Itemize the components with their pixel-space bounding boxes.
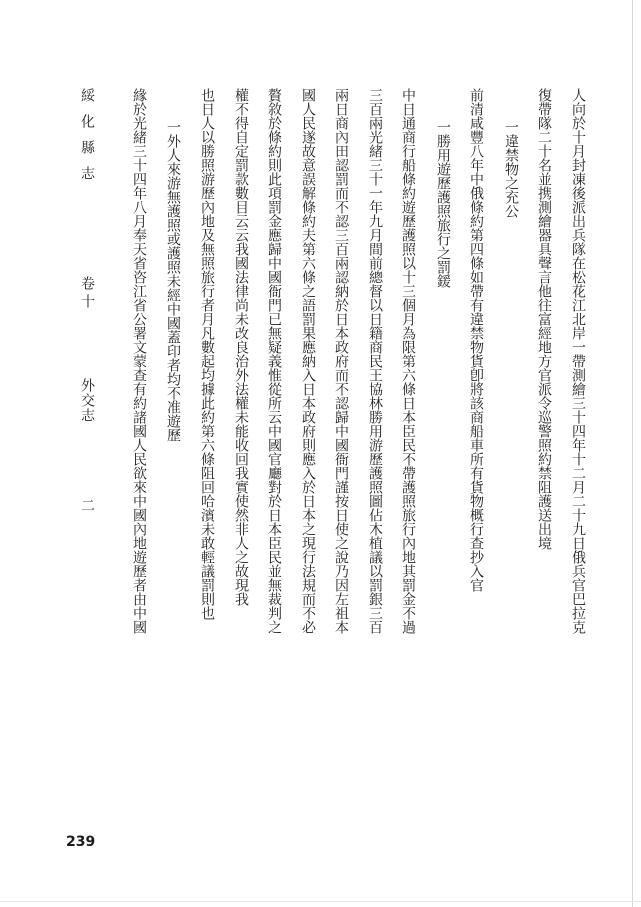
- book-title: 綏化縣志: [79, 88, 95, 192]
- text-column-2: 復帶隊二十名並携測繪器具聲言他往富經地方官派令巡警照約禁阻護送出境: [536, 88, 552, 550]
- text-column-6: 中日通商行船條約遊歷護照以十三個月為限第六條日本臣民不帶護照旅行內地其罰金不過: [400, 88, 416, 634]
- text-column-9: 國人民遂故意誤解條約夫第六條之語罰果應納入日本政府則應入於日本之現行法規而不必: [300, 88, 316, 634]
- text-column-10: 贅敘於條約則此項罰金應歸中國衙門已無疑義惟從所云中國官廳對於日本臣民並無裁判之: [266, 88, 282, 634]
- text-column-4: 前清咸豐八年中俄條約第四條如帶有違禁物貨卽將該商船車所有貨物概行查抄入官: [468, 88, 484, 592]
- leaf-number: 二: [79, 498, 95, 512]
- page-footer-column: [77, 88, 97, 512]
- text-column-7: 三百兩光緒三十一年九月間前總督以日籍商民王協林勝用游歷護照圖佔木植議以罰銀三百: [367, 88, 383, 634]
- page-bottom-edge: [0, 901, 641, 902]
- page-number: 239: [66, 834, 96, 850]
- text-column-8: 兩日商內田認罰而不認三百兩認納於日本政府而不認歸中國衙門謹按日使之說乃因左祖本: [333, 88, 349, 634]
- text-column-1: 人向於十月封凍後派出兵隊在松花江北岸一帶測繪三十四年十二月二十九日俄兵官巴拉克: [570, 88, 586, 634]
- text-column-12: 也日人以勝照游歷內地及無照旅行者月凡數起均據此約第六條阻回哈濱未敢輕議罰則也: [199, 88, 215, 620]
- text-column-3: 一違禁物之充公: [503, 120, 519, 218]
- text-column-11: 權不得自定罰款數目云云我國法律尚未改良治外法權未能收回我實使然非人之故現我: [233, 88, 249, 606]
- text-column-14: 緣於光緒三十四年八月奉天省咨江省公署文蒙查有約諸國人民欲來中國內地遊歷者由中國: [131, 88, 147, 634]
- text-column-5: 一勝用遊歷護照旅行之罰鍰: [435, 120, 451, 288]
- text-column-13: 一外人來游無護照或護照未經中國蓋印者均不准遊歷: [165, 120, 181, 442]
- page-right-edge: [632, 0, 633, 907]
- volume-label: 卷十: [79, 276, 95, 312]
- section-label: 外交志: [79, 378, 95, 423]
